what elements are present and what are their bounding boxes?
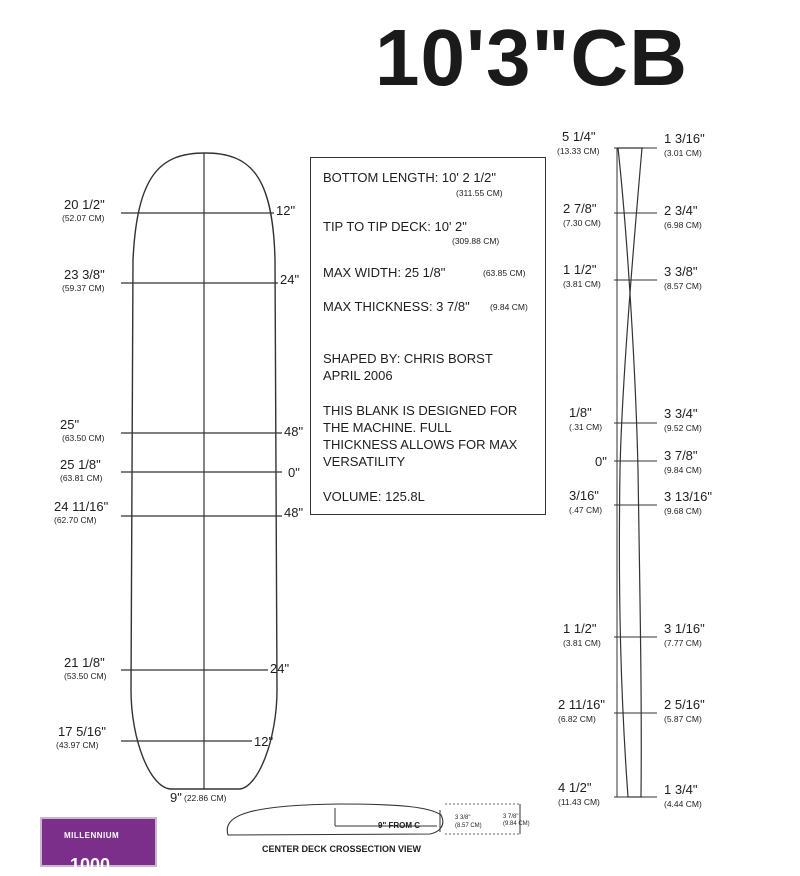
- plan-width-label: 17 5/16": [58, 724, 106, 739]
- bottom-length: BOTTOM LENGTH: 10' 2 1/2": [323, 170, 497, 185]
- plan-width-label: 23 3/8": [64, 267, 105, 282]
- thickness-label: 3 1/16": [664, 621, 705, 636]
- brand-name: MILLENNIUM: [64, 831, 120, 840]
- volume: VOLUME: 125.8L: [323, 489, 425, 504]
- thickness-cm: (9.68 CM): [664, 506, 702, 516]
- specs-box: [310, 157, 546, 515]
- crossection-dim2: 3 7/8": [503, 814, 519, 820]
- plan-width-label: 25": [60, 417, 80, 432]
- bottom-length-cm: (311.55 CM): [456, 188, 503, 198]
- rocker-label: 5 1/4": [562, 129, 596, 144]
- thickness-label: 3 3/8": [664, 264, 698, 279]
- thickness-label: 3 3/4": [664, 406, 698, 421]
- plan-station-label: 12": [276, 203, 296, 218]
- shaped-by: SHAPED BY: CHRIS BORST: [323, 351, 493, 366]
- crossection-dim1: 3 3/8": [455, 815, 471, 821]
- max-thickness: MAX THICKNESS: 3 7/8": [323, 299, 470, 314]
- rocker-deck: [618, 148, 641, 797]
- plan-width-cm: (52.07 CM): [62, 213, 105, 223]
- crossection-from-c: 9" FROM C: [378, 821, 421, 830]
- thickness-label: 1 3/4": [664, 782, 698, 797]
- crossection-dim1-cm: (8.57 CM): [455, 823, 482, 829]
- page-title: 10'3"CB: [375, 13, 688, 102]
- blank-note-line: VERSATILITY: [323, 454, 406, 469]
- plan-station-label: 48": [284, 424, 304, 439]
- tip-to-tip: TIP TO TIP DECK: 10' 2": [323, 219, 467, 234]
- shaped-date: APRIL 2006: [323, 368, 393, 383]
- thickness-cm: (5.87 CM): [664, 714, 702, 724]
- crossection-dim2-cm: (9.84 CM): [503, 821, 530, 827]
- tail-width-label: 9": [170, 790, 182, 805]
- max-thickness-cm: (9.84 CM): [490, 302, 528, 312]
- thickness-cm: (7.77 CM): [664, 638, 702, 648]
- rocker-label: 3/16": [569, 488, 599, 503]
- max-width: MAX WIDTH: 25 1/8": [323, 265, 446, 280]
- plan-width-cm: (53.50 CM): [64, 671, 107, 681]
- plan-station-label: 24": [280, 272, 300, 287]
- thickness-cm: (6.98 CM): [664, 220, 702, 230]
- rocker-label: 4 1/2": [558, 780, 592, 795]
- rocker-cm: (6.82 CM): [558, 714, 596, 724]
- rocker-cm: (3.81 CM): [563, 279, 601, 289]
- rocker-cm: (13.33 CM): [557, 146, 600, 156]
- rocker-label: 1 1/2": [563, 262, 597, 277]
- plan-station-label: 12": [254, 734, 274, 749]
- thickness-label: 1 3/16": [664, 131, 705, 146]
- brand-number: 1000: [70, 855, 111, 875]
- blank-note-line: THIS BLANK IS DESIGNED FOR: [323, 403, 518, 418]
- plan-width-label: 20 1/2": [64, 197, 105, 212]
- plan-width-label: 21 1/8": [64, 655, 105, 670]
- thickness-label: 3 7/8": [664, 448, 698, 463]
- crossection-caption: CENTER DECK CROSSECTION VIEW: [262, 844, 422, 854]
- tail-width-cm: (22.86 CM): [184, 793, 227, 803]
- thickness-cm: (4.44 CM): [664, 799, 702, 809]
- thickness-label: 2 3/4": [664, 203, 698, 218]
- thickness-cm: (8.57 CM): [664, 281, 702, 291]
- rocker-cm: (.47 CM): [569, 505, 603, 515]
- thickness-cm: (9.52 CM): [664, 423, 702, 433]
- plan-width-cm: (62.70 CM): [54, 515, 97, 525]
- plan-station-label: 24": [270, 661, 290, 676]
- rocker-cm: (11.43 CM): [558, 797, 600, 807]
- tip-to-tip-cm: (309.88 CM): [452, 236, 500, 246]
- blank-note-line: THE MACHINE. FULL: [323, 420, 452, 435]
- thickness-cm: (9.84 CM): [664, 465, 702, 475]
- plan-width-cm: (43.97 CM): [56, 740, 99, 750]
- plan-width-cm: (59.37 CM): [62, 283, 105, 293]
- rocker-cm: (.31 CM): [569, 422, 603, 432]
- rocker-label: 1 1/2": [563, 621, 597, 636]
- plan-width-label: 25 1/8": [60, 457, 101, 472]
- plan-station-label: 48": [284, 505, 304, 520]
- rocker-cm: (7.30 CM): [563, 218, 601, 228]
- thickness-label: 2 5/16": [664, 697, 705, 712]
- blank-note-line: THICKNESS ALLOWS FOR MAX: [323, 437, 518, 452]
- brand-logo: [40, 817, 157, 875]
- plan-station-label: 0": [288, 465, 300, 480]
- rocker-label: 2 7/8": [563, 201, 597, 216]
- plan-width-label: 24 11/16": [54, 499, 109, 514]
- rocker-cm: (3.81 CM): [563, 638, 601, 648]
- rocker-label: 2 11/16": [558, 697, 606, 712]
- rocker-label: 0": [595, 454, 607, 469]
- thickness-cm: (3.01 CM): [664, 148, 702, 158]
- max-width-cm: (63.85 CM): [483, 268, 526, 278]
- plan-width-cm: (63.50 CM): [62, 433, 105, 443]
- plan-width-cm: (63.81 CM): [60, 473, 103, 483]
- rocker-label: 1/8": [569, 405, 592, 420]
- thickness-label: 3 13/16": [664, 489, 712, 504]
